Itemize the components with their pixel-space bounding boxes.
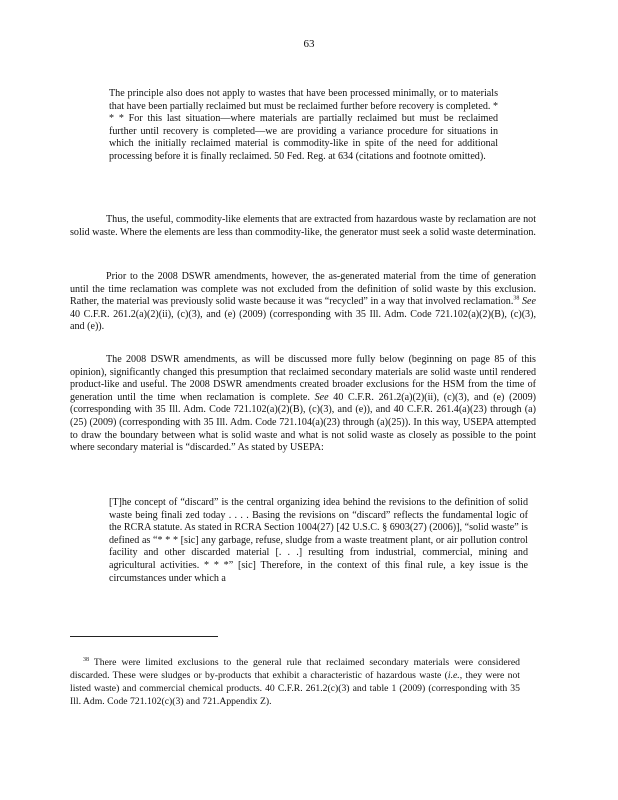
- block-quote-usepa-discard: [109, 497, 528, 585]
- paragraph-text-part-1: The 2008 DSWR amendments, as will be discussed more fully below (beginning on page 85 of this opinion), significantly changed this presumption that reclaimed secondary materials are solid waste until rendered product-like and useful. The 2008 DSWR amendments created broader exclusions for the HSM from the time of generation until the time when reclamation is complete.: [70, 354, 536, 403]
- footnote-italic-ie: i.e.: [447, 670, 460, 681]
- paragraph-text-part-2: 40 C.F.R. 261.2(a)(2)(ii), (c)(3), and (e) (2009) (corresponding with 35 Ill. Adm. Code 721.102(a)(2)(B), (c)(3), and (e)), and 40 C.F.R. 261.4(a)(23) through (a)(25) (2009) (corresponding with 35 Ill. Adm. Code 721.104(a)(23) through (a)(25)). In this way, USEPA attempted to draw the boundary between what is solid waste and what is not solid waste as closely as possible to the point where secondary material is “discarded.” As stated by USEPA:: [70, 391, 537, 454]
- citation-text: 40 C.F.R. 261.2(a)(2)(ii), (c)(3), and (e) (2009) (corresponding with 35 Ill. Adm. Code 721.102(a)(2)(B), (c)(3), and (e)).: [70, 308, 536, 333]
- footnote-text: [70, 656, 520, 708]
- footnote-separator: [70, 636, 218, 637]
- paragraph-text-before-footnote: Prior to the 2008 DSWR amendments, however, the as-generated material from the time of generation until the time reclamation was complete was not excluded from the definition of solid waste by this exclusion. Rather, the material was previously solid waste because it was “recycled” in a way that involved reclamation.: [70, 271, 536, 308]
- paragraph-text: [70, 354, 536, 455]
- block-quote-text: The principle also does not apply to wastes that have been processed minimally, or to materials that have been partially reclaimed but must be reclaimed further before recovery is completed. * * * For this last situation—where materials are partially reclaimed but must be reclaimed further until recovery is completed—we are providing a variance procedure for situations in which the initially reclaimed material is commodity-like in spite of the need for additional processing before it is finally reclaimed. 50 Fed. Reg. at 634 (citations and footnote omitted).: [109, 88, 498, 162]
- page-number: 63: [303, 38, 315, 50]
- footnote-38: [70, 656, 520, 708]
- paragraph-text: Thus, the useful, commodity-like elements that are extracted from hazardous waste by reclamation are not solid waste. Where the elements are less than commodity-like, the generator must seek a solid waste determination.: [70, 214, 536, 238]
- footnote-text-part-2: , they were not listed waste) and commercial chemical products. 40 C.F.R. 261.2(c)(3) and table 1 (2009) (corresponding with 35 Ill. Adm. Code 721.102(c)(3) and 721.Appendix Z).: [70, 670, 520, 707]
- citation-signal: See: [314, 391, 329, 403]
- footnote-marker: 38: [83, 656, 89, 663]
- block-quote-usepa-1985: [109, 88, 498, 164]
- paragraph-text: [70, 271, 536, 334]
- footnote-reference: 38: [513, 295, 520, 302]
- block-quote-text: [T]he concept of “discard” is the central organizing idea behind the revisions to the definition of solid waste being finali zed today . . . . Basing the revisions on “discard” reflects the fundamental logic of the RCRA statute. As stated in RCRA Section 1004(27) [42 U.S.C. § 6903(27) (2006)], “solid waste” is defined as “* * * [sic] any garbage, refuse, sludge from a waste treatment plant, or air pollution control facility and other discarded material [. . .] resulting from industrial, commercial, mining and agricultural activities. * * *” [sic] Therefore, in the context of this final rule, a key issue is the circumstances under which a: [109, 497, 528, 584]
- footnote-text-part-1: There were limited exclusions to the general rule that reclaimed secondary materials were considered discarded. These were sludges or by-products that exhibit a characteristic of hazardous waste (: [70, 657, 520, 681]
- paragraph-2008-dswr-amendments: [70, 354, 536, 455]
- paragraph-prior-to-2008: [70, 271, 536, 334]
- paragraph-commodity-like: [70, 214, 536, 239]
- citation-signal: See: [521, 296, 536, 308]
